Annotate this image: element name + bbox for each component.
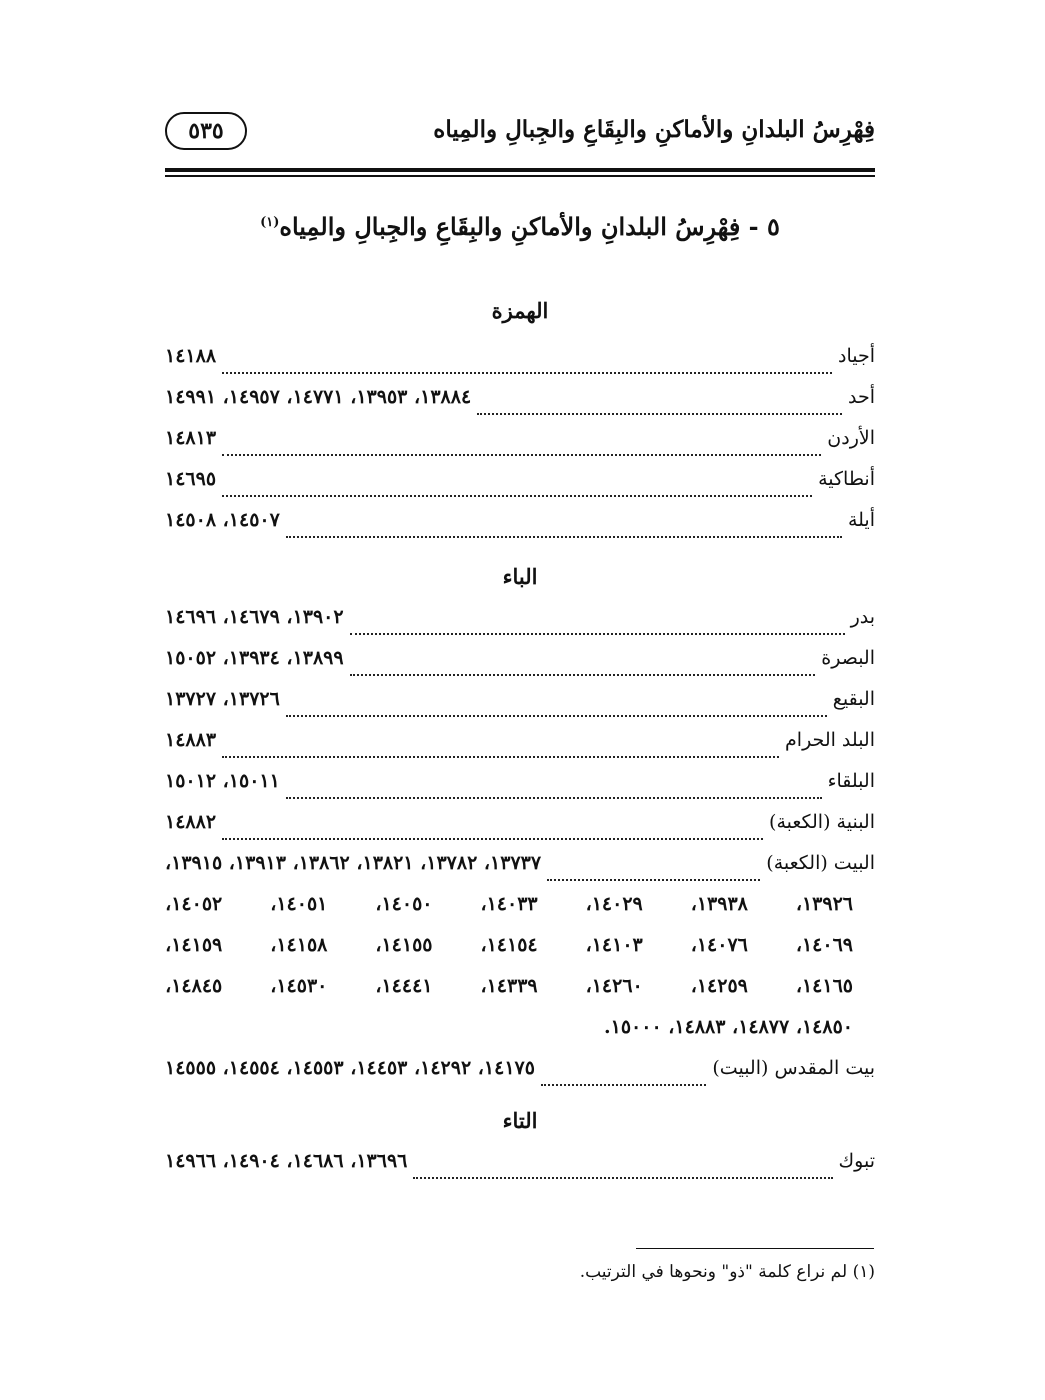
ref-number: ١٤٢٥٩، [690,975,748,997]
section-title-taa: التاء [502,1108,538,1133]
index-entry [165,811,875,852]
index-entry [165,509,875,550]
index-entry [165,1150,875,1191]
ref-number: ١٤١٥٤، [480,934,538,956]
entry-name: تبوك [838,1150,875,1172]
entries-baa [165,606,875,1098]
index-entry [165,427,875,468]
index-entry [165,770,875,811]
index-entry [165,606,875,647]
entry-refs: ١٣٧٣٧، ١٣٧٨٢، ١٣٨٢١، ١٣٨٦٢، ١٣٩١٣، ١٣٩١٥، [165,852,542,874]
leader-dots [286,522,842,538]
entry-name: أجياد [837,345,875,367]
leader-dots [222,358,832,374]
index-entry [165,647,875,688]
ref-number: ١٤٠٣٣، [480,893,538,915]
entry-name: البيت (الكعبة) [766,852,875,874]
continuation-line [165,934,875,975]
ref-number: ١٤٠٥٠، [375,893,433,915]
footnote-text: لم نراع كلمة "ذو" ونحوها في الترتيب. [579,1262,848,1282]
entry-refs: ١٥٠١١، ١٥٠١٢ [165,770,280,792]
index-entry [165,1057,875,1098]
entry-refs: ١٤١٧٥، ١٤٢٩٢، ١٤٤٥٣، ١٤٥٥٣، ١٤٥٥٤، ١٤٥٥٥ [165,1057,535,1079]
entry-name: أحد [848,386,875,408]
entry-name: البنية (الكعبة) [769,811,875,833]
continuation-line-last [165,1016,875,1057]
ref-number: ١٤١٦٥، [795,975,853,997]
entry-refs: ١٤٥٠٧، ١٤٥٠٨ [165,509,280,531]
page-header [165,100,875,170]
entry-name: الأردن [827,427,875,449]
ref-number: ١٤٠٧٦، [690,934,748,956]
leader-dots [222,742,779,758]
leader-dots [222,481,812,497]
entry-refs: ١٤٨٨٣ [165,729,217,751]
ref-number: ١٤٠٥٢، [165,893,223,915]
leader-dots [350,619,845,635]
entry-refs: ١٣٦٩٦، ١٤٦٨٦، ١٤٩٠٤، ١٤٩٦٦ [165,1150,408,1172]
entry-refs: ١٣٨٨٤، ١٣٩٥٣، ١٤٧٧١، ١٤٩٥٧، ١٤٩٩١ [165,386,472,408]
index-entry [165,468,875,509]
entry-name: بيت المقدس (البيت) [712,1057,875,1079]
ref-number: ١٤١٥٩، [165,934,223,956]
header-rule-thick [165,168,875,172]
ref-number: ١٤٠٢٩، [585,893,643,915]
index-entry [165,688,875,729]
entry-refs: ١٣٨٩٩، ١٣٩٣٤، ١٥٠٥٢ [165,647,344,669]
section-title-baa: الباء [502,564,538,589]
ref-number: ١٤١٠٣، [585,934,643,956]
entries-hamza [165,345,875,550]
entry-refs: ١٤٦٩٥ [165,468,217,490]
entry-name: البصرة [821,647,875,669]
ref-number: ١٤٥٣٠، [270,975,328,997]
index-entry [165,729,875,770]
entry-refs: ١٣٩٠٢، ١٤٦٧٩، ١٤٦٩٦ [165,606,344,628]
index-entry [165,345,875,386]
entry-name: البلد الحرام [785,729,875,751]
entries-taa [165,1150,875,1191]
ref-numbers: ١٤٨٥٠، ١٤٨٧٧، ١٤٨٨٣، ١٥٠٠٠. [604,1016,853,1038]
index-entry [165,852,875,893]
leader-dots [413,1163,832,1179]
continuation-line [165,893,875,934]
ref-number: ١٤٣٣٩، [480,975,538,997]
ref-number: ١٤١٥٥، [375,934,433,956]
entry-name: أيلة [847,509,875,531]
entry-refs: ١٤٨٨٢ [165,811,217,833]
entry-name: البقيع [832,688,875,710]
footnote-rule [636,1248,874,1249]
page-number: ٥٣٥ [165,112,247,150]
ref-number: ١٣٩٢٦، [795,893,853,915]
index-entry [165,386,875,427]
ref-number: ١٣٩٣٨، [690,893,748,915]
header-rule-thin [165,175,875,177]
leader-dots [286,701,827,717]
leader-dots [222,824,763,840]
ref-number: ١٤٢٦٠، [585,975,643,997]
entry-name: البلقاء [827,770,875,792]
leader-dots [477,399,842,415]
chapter-heading [165,212,875,241]
footnote-marker: (١) [852,1262,875,1282]
entry-name: أنطاكية [818,468,875,490]
footnote-reference: (١) [260,215,280,230]
entry-refs: ١٤٨١٣ [165,427,217,449]
entry-refs: ١٣٧٢٦، ١٣٧٢٧ [165,688,280,710]
leader-dots [541,1070,706,1086]
continuation-line [165,975,875,1016]
entry-name: بدر [850,606,875,628]
leader-dots [350,660,816,676]
ref-number: ١٤٠٥١، [270,893,328,915]
leader-dots [222,440,821,456]
section-title-hamza: الهمزة [491,298,549,323]
ref-number: ١٤١٥٨، [270,934,328,956]
footnote [580,1262,875,1282]
ref-number: ١٤٨٤٥، [165,975,223,997]
running-title: فِهْرِسُ البلدانِ والأماكنِ والبِقَاعِ والجِبالِ والمِياه [433,116,875,143]
leader-dots [286,783,822,799]
chapter-heading-text: ٥ - فِهْرِسُ البلدانِ والأماكنِ والبِقَاعِ والجِبالِ والمِياه [279,212,780,241]
leader-dots [547,865,760,881]
ref-number: ١٤٠٦٩، [795,934,853,956]
ref-number: ١٤٤٤١، [375,975,433,997]
entry-refs: ١٤١٨٨ [165,345,217,367]
